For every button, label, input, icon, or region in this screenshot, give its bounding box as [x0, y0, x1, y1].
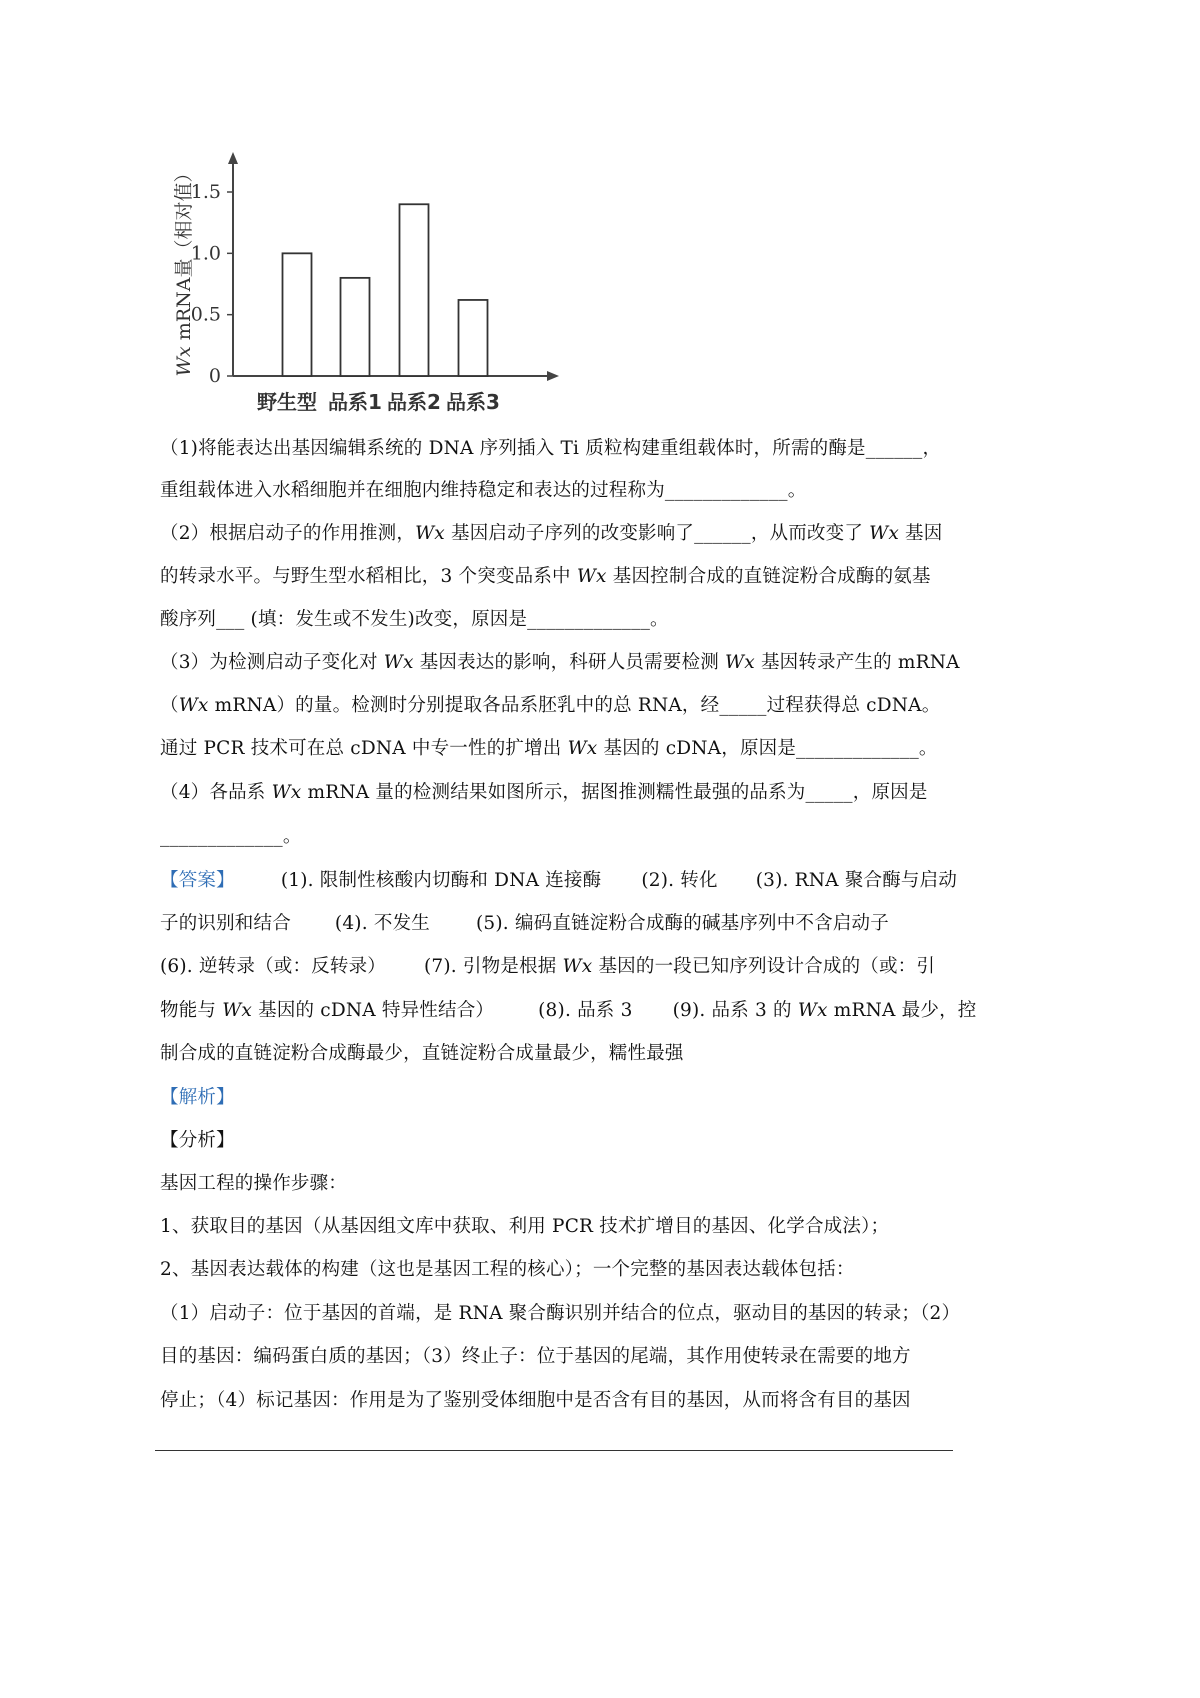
q4-line-1 — [160, 782, 960, 804]
analysis-line-6: 停止；（4）标记基因：作用是为了鉴别受体细胞中是否含有目的基因，从而将含有目的基因 — [160, 1390, 911, 1411]
gene-wx: Wx — [567, 738, 598, 759]
q3-text: mRNA）的量。检测时分别提取各品系胚乳中的总 RNA，经_____过程获得总 cDNA。 — [208, 695, 941, 716]
q3-text: 基因表达的影响，科研人员需要检测 — [413, 652, 725, 673]
gene-wx: Wx — [415, 523, 445, 544]
gene-wx: Wx — [869, 523, 899, 544]
answer-7-cont: 物能与 — [160, 1000, 223, 1021]
answer-2: (2). 转化 — [641, 870, 718, 891]
bar — [283, 253, 312, 376]
q2-text: 基因启动子序列的改变影响了______，从而改变了 — [444, 523, 870, 544]
y-axis-label-text: mRNA量（相对值） — [173, 163, 195, 347]
analysis-line-5: 目的基因：编码蛋白质的基因；（3）终止子：位于基因的尾端，其作用使转录在需要的地方 — [160, 1346, 911, 1367]
answer-line-2 — [160, 913, 960, 935]
x-tick-label: 野生型 — [257, 390, 317, 414]
x-tick-label: 品系3 — [446, 390, 500, 414]
answer-3-cont: 子的识别和结合 — [160, 913, 291, 934]
answer-line-5: 制合成的直链淀粉合成酶最少，直链淀粉合成量最少，糯性最强 — [160, 1043, 684, 1064]
x-axis-arrow — [547, 371, 559, 381]
chart-axes — [228, 152, 559, 381]
q3-text: （ — [160, 695, 179, 716]
analysis-subheading: 【分析】 — [160, 1130, 235, 1151]
answer-7-cont: 基因的 cDNA 特异性结合） — [252, 1000, 495, 1021]
y-tick-label: 0 — [208, 365, 221, 387]
gene-wx: Wx — [178, 695, 209, 716]
gene-wx: Wx — [562, 956, 593, 977]
y-tick-label: 1.0 — [190, 242, 221, 265]
analysis-line-3: 2、基因表达载体的构建（这也是基因工程的核心）；一个完整的基因表达载体包括： — [160, 1259, 855, 1280]
q4-text: （4）各品系 — [160, 782, 272, 803]
answer-5: (5). 编码直链淀粉合成酶的碱基序列中不含启动子 — [475, 913, 889, 934]
wx-mrna-bar-chart — [160, 140, 580, 425]
bars — [283, 204, 488, 376]
q2-text: 基因 — [898, 523, 943, 544]
answer-label: 【答案】 — [160, 870, 235, 891]
y-axis-arrow — [228, 152, 238, 164]
q4-line-2: _____________。 — [160, 826, 302, 847]
bar — [459, 300, 488, 376]
q3-text: 通过 PCR 技术可在总 cDNA 中专一性的扩增出 — [160, 738, 568, 759]
answer-8: (8). 品系 3 — [538, 1000, 633, 1021]
x-tick-label: 品系2 — [387, 390, 441, 414]
bar — [341, 278, 370, 376]
y-ticks — [191, 181, 233, 387]
analysis-label: 【解析】 — [160, 1087, 235, 1108]
x-tick-label: 品系1 — [328, 390, 382, 414]
answer-line-1 — [160, 870, 960, 892]
q3-line-2 — [160, 695, 960, 717]
answer-7: 基因的一段已知序列设计合成的（或：引 — [592, 956, 936, 977]
answer-7: (7). 引物是根据 — [423, 956, 563, 977]
gene-wx: Wx — [383, 652, 414, 673]
q4-text: mRNA 量的检测结果如图所示，据图推测糯性最强的品系为_____，原因是 — [301, 782, 928, 803]
q3-line-3 — [160, 738, 960, 760]
q3-text: （3）为检测启动子变化对 — [160, 652, 384, 673]
q2-text: 的转录水平。与野生型水稻相比，3 个突变品系中 — [160, 566, 577, 587]
q3-line-1 — [160, 652, 960, 674]
bar — [400, 204, 429, 376]
q2-line-2 — [160, 566, 960, 588]
q2-text: （2）根据启动子的作用推测， — [160, 523, 416, 544]
q2-text: 基因控制合成的直链淀粉合成酶的氨基 — [606, 566, 931, 587]
q2-line-1 — [160, 523, 960, 545]
analysis-line-1: 基因工程的操作步骤： — [160, 1173, 348, 1194]
answer-9: mRNA 最少，控 — [827, 1000, 977, 1021]
y-tick-label: 0.5 — [190, 303, 221, 326]
answer-6: (6). 逆转录（或：反转录） — [160, 956, 386, 977]
gene-wx: Wx — [271, 782, 302, 803]
gene-wx: Wx — [725, 652, 755, 673]
answer-9: (9). 品系 3 的 — [672, 1000, 798, 1021]
analysis-line-2: 1、获取目的基因（从基因组文库中获取、利用 PCR 技术扩增目的基因、化学合成法）； — [160, 1216, 890, 1237]
answer-line-3 — [160, 956, 960, 978]
q1-line-1: （1)将能表达出基因编辑系统的 DNA 序列插入 Ti 质粒构建重组载体时，所需的酶是______， — [160, 438, 942, 459]
x-tick-labels — [257, 390, 500, 414]
q3-text: 基因的 cDNA，原因是_____________。 — [597, 738, 938, 759]
answer-4: (4). 不发生 — [334, 913, 430, 934]
q1-line-2: 重组载体进入水稻细胞并在细胞内维持稳定和表达的过程称为_____________。 — [160, 480, 807, 501]
analysis-line-4: （1）启动子：位于基因的首端，是 RNA 聚合酶识别并结合的位点，驱动目的基因的转录；（2） — [160, 1303, 961, 1324]
y-axis-label-italic: Wx — [173, 346, 195, 377]
q3-text: 基因转录产生的 mRNA — [754, 652, 960, 673]
footer-divider — [155, 1450, 953, 1451]
gene-wx: Wx — [797, 1000, 828, 1021]
y-tick-label: 1.5 — [190, 181, 221, 203]
answer-3: (3). RNA 聚合酶与启动 — [755, 870, 958, 891]
answer-1: (1). 限制性核酸内切酶和 DNA 连接酶 — [280, 870, 602, 891]
q2-line-3: 酸序列___ (填：发生或不发生)改变，原因是_____________。 — [160, 609, 669, 630]
answer-line-4 — [160, 1000, 977, 1022]
gene-wx: Wx — [576, 566, 607, 587]
gene-wx: Wx — [222, 1000, 253, 1021]
